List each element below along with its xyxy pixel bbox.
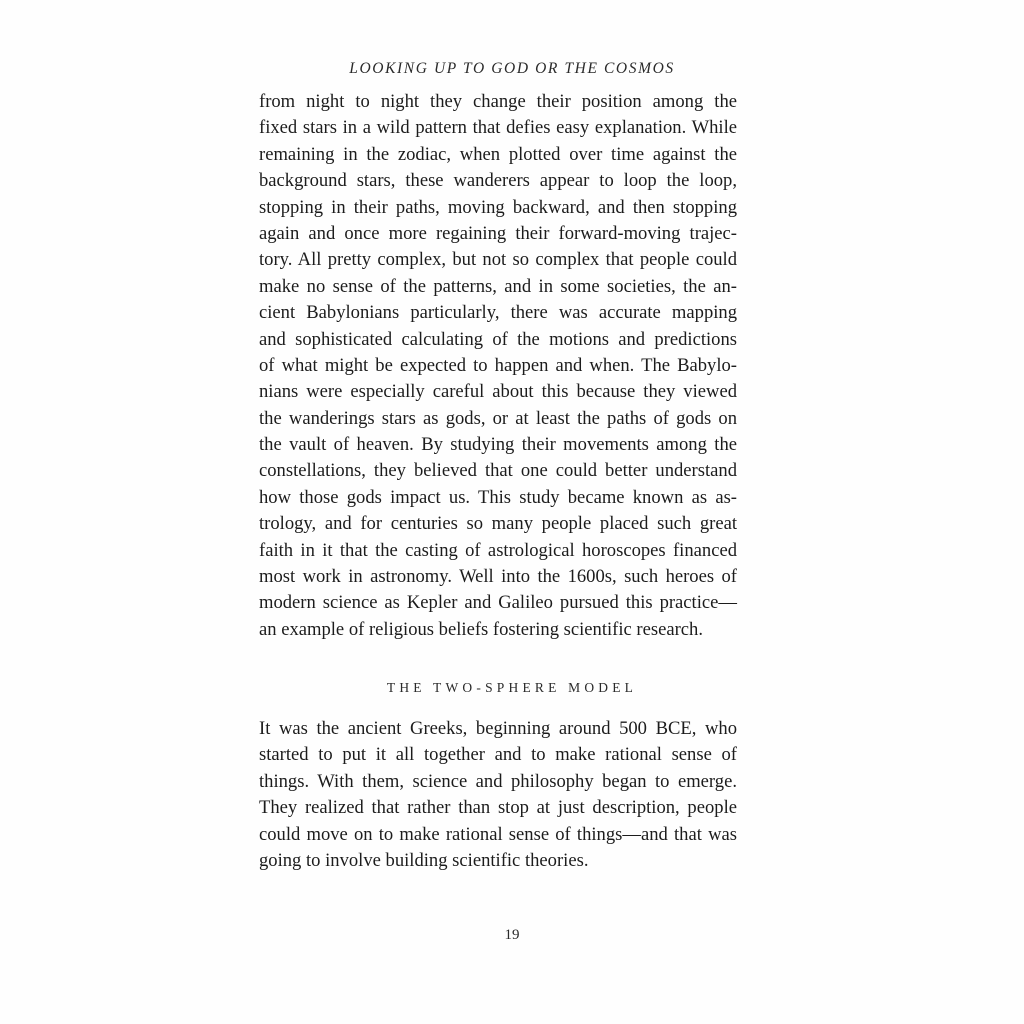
text-line: make no sense of the patterns, and in some societies, the an-: [259, 275, 737, 297]
text-line: constellations, they believed that one could better understand: [259, 460, 737, 482]
text-line: tory. All pretty complex, but not so complex that people could: [259, 249, 737, 271]
text-line: trology, and for centuries so many people placed such great: [259, 513, 737, 535]
text-line: stopping in their paths, moving backward, and then stopping: [259, 196, 737, 218]
body-paragraph-1: [259, 89, 737, 643]
text-line: an example of religious beliefs fostering scientific research.: [259, 618, 704, 640]
text-line: how those gods impact us. This study became known as as-: [259, 486, 737, 508]
text-line: fixed stars in a wild pattern that defies easy explanation. While: [259, 117, 737, 139]
text-line: of what might be expected to happen and when. The Babylo-: [259, 354, 737, 376]
text-line: background stars, these wanderers appear to loop the loop,: [259, 170, 737, 192]
text-line: the wanderings stars as gods, or at least the paths of gods on: [259, 407, 737, 429]
text-line: from night to night they change their position among the: [259, 91, 737, 112]
text-line: started to put it all together and to make rational sense of: [259, 744, 737, 766]
text-line: cient Babylonians particularly, there was accurate mapping: [259, 302, 737, 324]
text-line: nians were especially careful about this because they viewed: [259, 381, 737, 403]
text-line: could move on to make rational sense of things—and that was: [259, 823, 737, 845]
text-line: It was the ancient Greeks, beginning around 500 BCE, who: [259, 718, 737, 739]
text-line: faith in it that the casting of astrological horoscopes financed: [259, 539, 737, 561]
text-line: things. With them, science and philosophy began to emerge.: [259, 770, 737, 792]
running-head: LOOKING UP TO GOD OR THE COSMOS: [349, 60, 675, 77]
page-number: 19: [504, 927, 520, 943]
text-line: the vault of heaven. By studying their movements among the: [259, 434, 737, 456]
text-line: most work in astronomy. Well into the 1600s, such heroes of: [259, 566, 737, 588]
section-heading: THE TWO-SPHERE MODEL: [386, 680, 638, 695]
text-line: They realized that rather than stop at just description, people: [259, 797, 737, 819]
text-line: and sophisticated calculating of the motions and predictions: [259, 328, 737, 350]
body-paragraph-2: [259, 716, 737, 874]
text-line: going to involve building scientific theories.: [259, 849, 589, 871]
text-line: modern science as Kepler and Galileo pursued this practice—: [259, 592, 737, 614]
text-line: remaining in the zodiac, when plotted over time against the: [259, 143, 737, 165]
text-line: again and once more regaining their forward-moving trajec-: [259, 222, 737, 244]
